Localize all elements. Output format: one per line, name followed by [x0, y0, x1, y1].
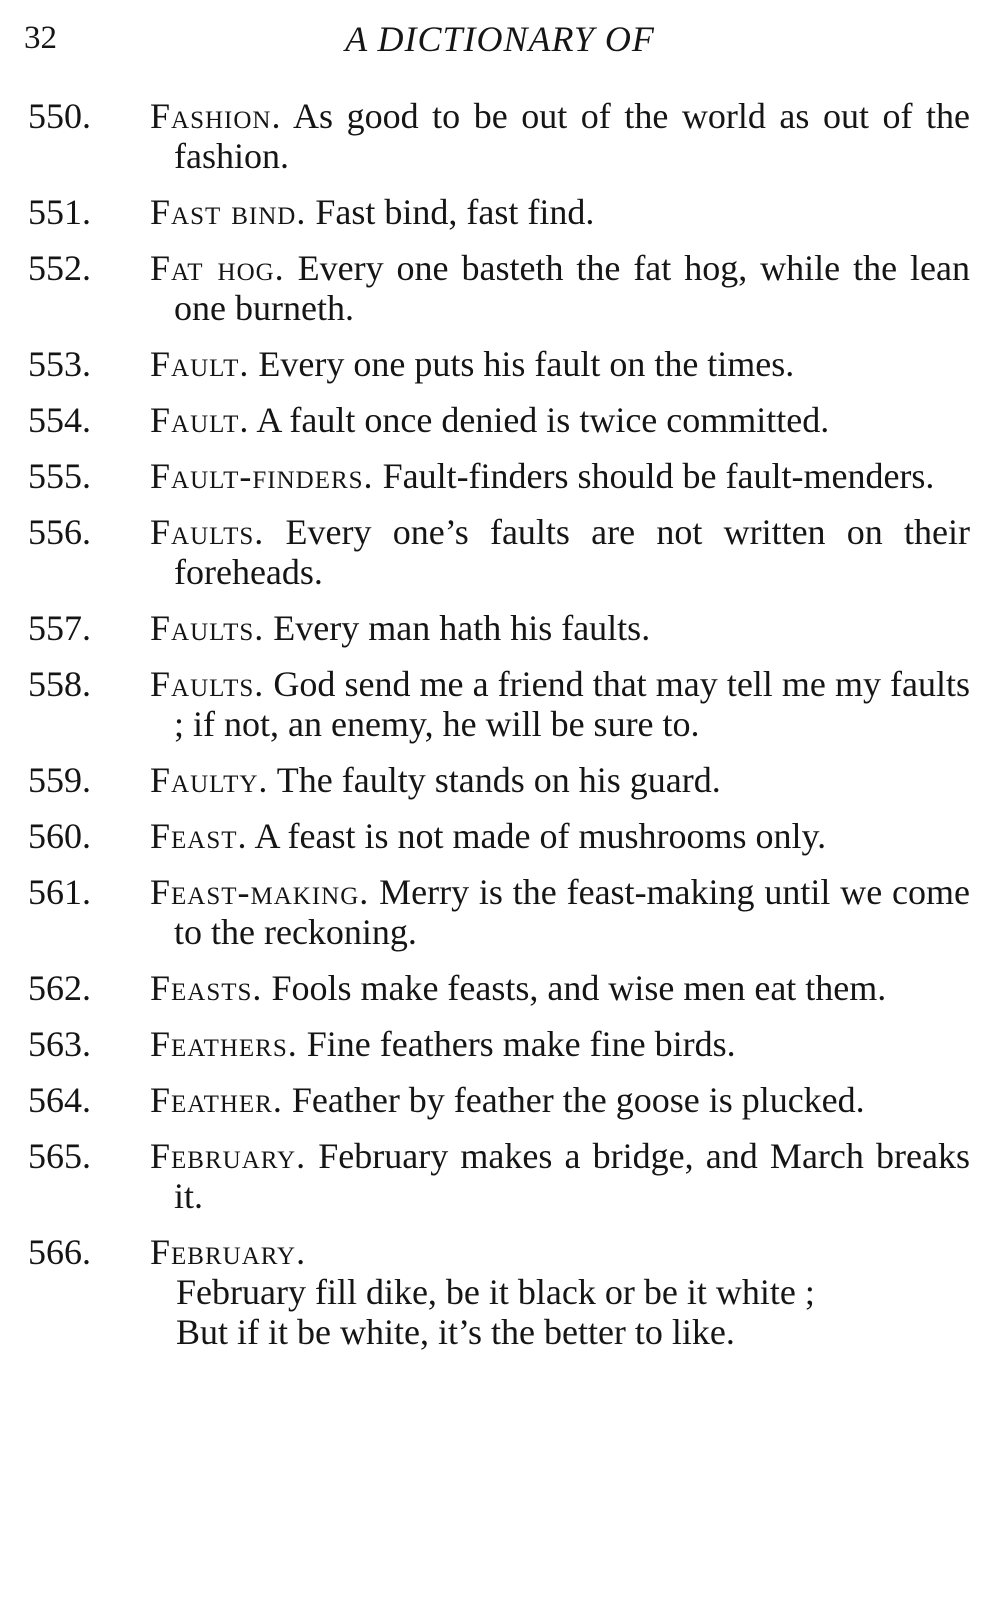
proverb-entry-564: [28, 1080, 970, 1120]
entry-number: 550.: [28, 96, 91, 136]
entry-number: 560.: [28, 816, 91, 856]
proverb-entry-558: [28, 664, 970, 744]
proverb-entry-561: [28, 872, 970, 952]
entry-number: 557.: [28, 608, 91, 648]
entry-body: [150, 872, 970, 952]
entry-number: 558.: [28, 664, 91, 704]
entry-text: Every one puts his fault on the times.: [258, 344, 795, 384]
entry-number: 564.: [28, 1080, 91, 1120]
entry-headword: Fast bind.: [150, 192, 307, 232]
proverb-entry-557: [28, 608, 970, 648]
entry-headword: Feathers.: [150, 1024, 298, 1064]
entry-number: 554.: [28, 400, 91, 440]
entry-headword: Faults.: [150, 664, 265, 704]
entry-text: A feast is not made of mushrooms only.: [254, 816, 827, 856]
entry-body: [150, 400, 970, 440]
entry-body: [150, 1136, 970, 1216]
entry-text: The faulty stands on his guard.: [276, 760, 721, 800]
verse-line-1: February fill dike, be it black or be it white ;: [176, 1272, 815, 1312]
entry-body: [150, 1080, 970, 1120]
proverb-entry-553: [28, 344, 970, 384]
entry-body: [150, 816, 970, 856]
entry-body: [150, 760, 970, 800]
verse-line-2: But if it be white, it’s the better to like.: [176, 1312, 735, 1352]
entry-number: 562.: [28, 968, 91, 1008]
entry-text: A fault once denied is twice committed.: [256, 400, 830, 440]
entry-number: 553.: [28, 344, 91, 384]
running-head: [24, 12, 976, 62]
entry-number: 559.: [28, 760, 91, 800]
proverb-entry-552: [28, 248, 970, 328]
proverb-entry-565: [28, 1136, 970, 1216]
proverb-entry-550: [28, 96, 970, 176]
entry-body: [150, 608, 970, 648]
entry-text: Merry is the feast-making until we come to the reckoning.: [174, 872, 971, 952]
entry-headword: Feasts.: [150, 968, 263, 1008]
proverb-entry-559: [28, 760, 970, 800]
entry-headword: Fat hog.: [150, 248, 285, 288]
entry-number: 565.: [28, 1136, 91, 1176]
entry-headword: Fashion.: [150, 96, 282, 136]
entry-headword: Fault.: [150, 344, 250, 384]
entry-number: 556.: [28, 512, 91, 552]
entry-body: [150, 248, 970, 328]
entry-headword: Feather.: [150, 1080, 283, 1120]
proverb-entry-554: [28, 400, 970, 440]
entry-headword: February.: [150, 1232, 307, 1272]
proverb-entry-562: [28, 968, 970, 1008]
entry-body: [150, 192, 970, 232]
entry-number: 555.: [28, 456, 91, 496]
entry-headword: Faulty.: [150, 760, 269, 800]
entry-number: 552.: [28, 248, 91, 288]
entry-number: 563.: [28, 1024, 91, 1064]
entry-text: Fault-finders should be fault-menders.: [382, 456, 935, 496]
page-number: 32: [24, 20, 57, 56]
entry-body: [150, 456, 970, 496]
proverb-entry-560: [28, 816, 970, 856]
entry-headword: Fault-finders.: [150, 456, 374, 496]
entry-body: [150, 968, 970, 1008]
proverb-list: [28, 96, 970, 1368]
entry-text: Fine feathers make fine birds.: [306, 1024, 736, 1064]
entry-body: [150, 1024, 970, 1064]
proverb-entry-566: [28, 1232, 970, 1352]
entry-text: Feather by feather the goose is plucked.: [291, 1080, 865, 1120]
proverb-entry-556: [28, 512, 970, 592]
proverb-entry-551: [28, 192, 970, 232]
entry-number: 561.: [28, 872, 91, 912]
proverb-entry-563: [28, 1024, 970, 1064]
entry-number: 566.: [28, 1232, 91, 1272]
entry-text: Every one basteth the fat hog, while the lean one burneth.: [174, 248, 970, 328]
entry-number: 551.: [28, 192, 91, 232]
entry-body: [150, 512, 970, 592]
running-title: A DICTIONARY OF: [345, 19, 655, 59]
entry-headword: February.: [150, 1136, 307, 1176]
entry-body: [150, 96, 970, 176]
proverb-entry-555: [28, 456, 970, 496]
entry-headword: Fault.: [150, 400, 250, 440]
entry-body: [150, 344, 970, 384]
entry-text: Every one’s faults are not written on their foreheads.: [174, 512, 971, 592]
entry-headword: Feast-making.: [150, 872, 370, 912]
entry-headword: Feast.: [150, 816, 248, 856]
entry-text: God send me a friend that may tell me my faults ; if not, an enemy, he will be sure to.: [174, 664, 971, 744]
entry-headword: Faults.: [150, 512, 265, 552]
entry-text: Fast bind, fast find.: [315, 192, 595, 232]
entry-body: [150, 1232, 970, 1272]
entry-headword: Faults.: [150, 608, 265, 648]
entry-text: February makes a bridge, and March breaks it.: [174, 1136, 971, 1216]
entry-text: Every man hath his faults.: [273, 608, 651, 648]
entry-body: [150, 664, 970, 744]
entry-text: Fools make feasts, and wise men eat them.: [271, 968, 887, 1008]
entry-text: As good to be out of the world as out of the fashion.: [174, 96, 971, 176]
